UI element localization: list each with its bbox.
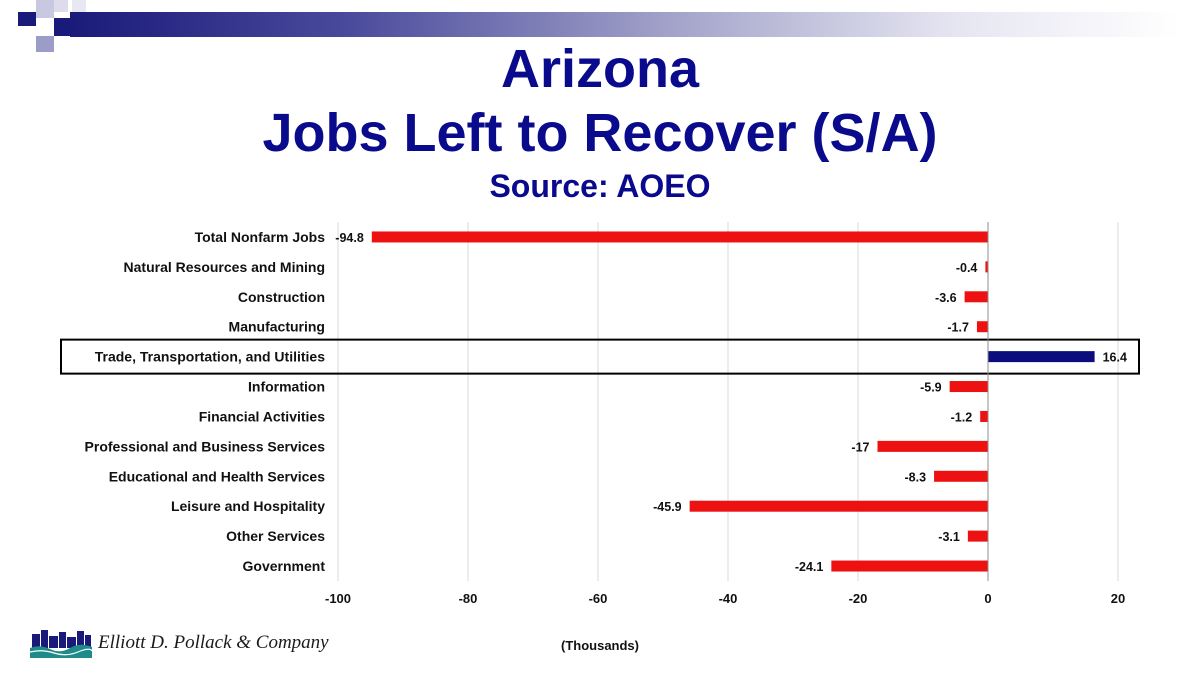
bar <box>968 531 988 542</box>
data-label: -94.8 <box>335 230 364 245</box>
x-tick-label: -20 <box>848 591 868 606</box>
category-label: Leisure and Hospitality <box>170 498 325 515</box>
data-label: -1.2 <box>950 410 973 425</box>
bar <box>878 441 989 452</box>
chart-title-line1: Arizona <box>500 39 700 99</box>
bar <box>965 291 988 302</box>
category-label: Educational and Health Services <box>108 468 325 485</box>
chart-title-line2: Jobs Left to Recover (S/A) <box>262 103 938 163</box>
data-label: -8.3 <box>904 470 927 485</box>
bar <box>831 561 988 572</box>
bar <box>690 501 988 512</box>
data-label: -1.7 <box>947 320 969 335</box>
bar <box>934 471 988 482</box>
company-logo <box>30 628 92 658</box>
category-label: Financial Activities <box>198 408 325 425</box>
data-label: -0.4 <box>955 260 978 275</box>
category-label: Information <box>248 378 325 395</box>
data-label: -5.9 <box>920 380 942 395</box>
company-name: Elliott D. Pollack & Company <box>98 632 329 653</box>
data-label: -3.1 <box>938 530 960 545</box>
data-label: 16.4 <box>1102 350 1127 365</box>
category-label: Total Nonfarm Jobs <box>194 228 325 245</box>
category-label: Government <box>242 558 325 575</box>
x-tick-label: -60 <box>588 591 608 606</box>
data-label: -3.6 <box>935 290 957 305</box>
bar <box>372 231 988 242</box>
chart-source: Source: AOEO <box>489 168 711 204</box>
category-label: Manufacturing <box>228 318 325 335</box>
x-axis-title: (Thousands) <box>561 638 639 653</box>
x-tick-label: -100 <box>324 591 352 606</box>
x-tick-label: 0 <box>984 591 992 606</box>
bar <box>980 411 988 422</box>
x-tick-label: -80 <box>458 591 478 606</box>
bar <box>977 321 988 332</box>
category-label: Professional and Business Services <box>84 438 325 455</box>
category-label: Other Services <box>226 528 325 545</box>
category-label: Natural Resources and Mining <box>123 258 325 275</box>
data-label: -24.1 <box>794 560 824 575</box>
bar <box>988 351 1095 362</box>
category-label: Construction <box>237 288 325 305</box>
x-tick-label: 20 <box>1110 591 1126 606</box>
data-label: -17 <box>851 440 870 455</box>
data-label: -45.9 <box>653 500 682 515</box>
category-label: Trade, Transportation, and Utilities <box>94 348 325 365</box>
x-tick-label: -40 <box>718 591 738 606</box>
bar <box>950 381 988 392</box>
